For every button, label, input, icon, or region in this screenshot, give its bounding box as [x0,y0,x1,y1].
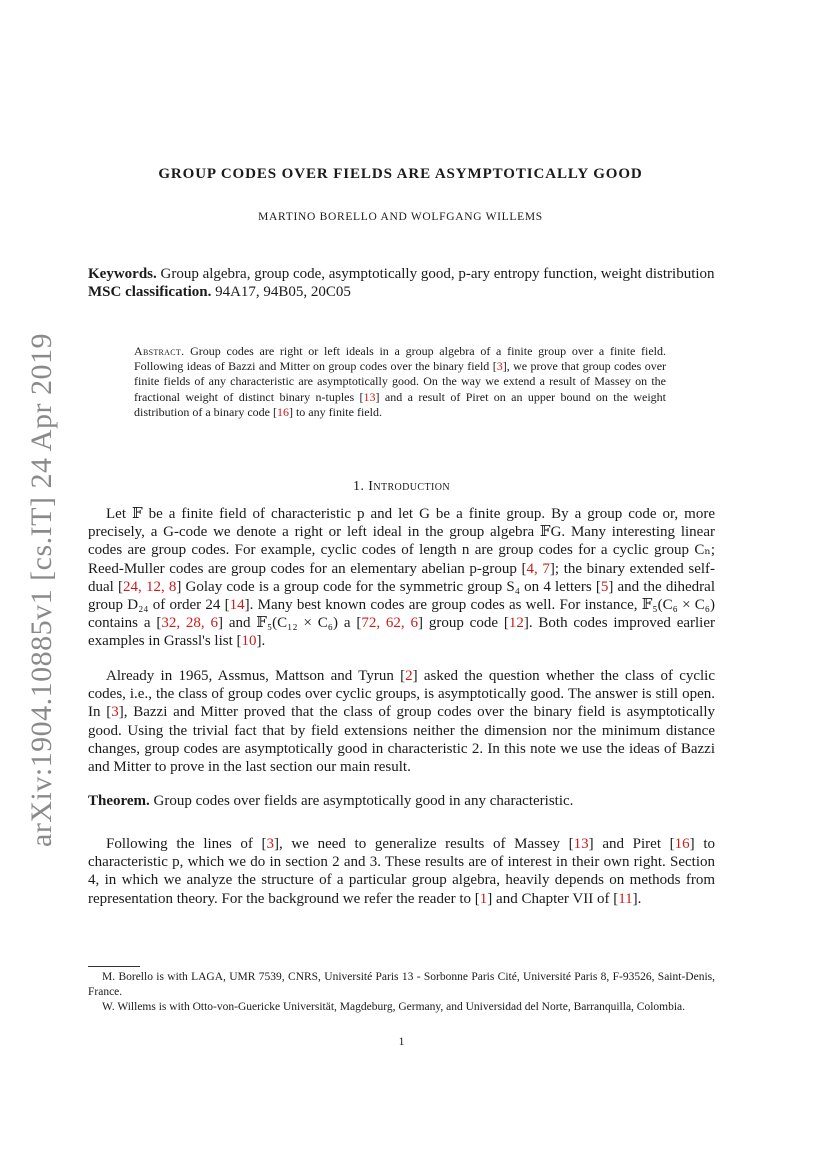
keywords-line [88,265,715,283]
msc-line [88,283,715,301]
citation-link[interactable]: 5 [600,578,609,595]
citation-link[interactable]: 11 [618,890,633,907]
citation-link[interactable]: 3 [111,704,119,721]
section-heading [88,479,715,495]
paragraph-text: Following the lines of [3], we need to generalize results of Massey [13] and Piret [16] to characteristic p, which we do in section 2 and 3. These results are of interest in their own right. Section 4, in which we analyze the structure of a particular group algebra, heavily depends on methods from representation theory. For the background we refer the reader to [1] and Chapter VII of [11]. [88,836,716,907]
abstract-label: Abstract. [134,344,185,358]
intro-paragraph-2 [88,667,715,776]
theorem-statement [88,792,715,810]
abstract [134,344,666,420]
citation-link[interactable]: 10 [241,633,257,650]
citation-link[interactable]: 16 [674,836,690,852]
citation-link[interactable]: 13 [363,389,376,404]
footnote-divider [88,966,140,967]
arxiv-stamp [22,333,62,847]
intro-paragraph-1 [88,505,715,651]
keywords-label: Keywords. [88,266,157,282]
citation-link[interactable]: 13 [573,836,589,852]
section-title: Introduction [368,479,450,494]
footnote-borello: M. Borello is with LAGA, UMR 7539, CNRS, Université Paris 13 - Sorbonne Paris Cité, Université Paris 8, F-93526, Saint-Denis, France. [88,971,715,998]
citation-link[interactable]: 1 [479,890,488,907]
footnote-willems: W. Willems is with Otto-von-Guericke Universität, Magdeburg, Germany, and Universidad del Norte, Barranquilla, Colombia. [102,1001,686,1013]
msc-label: MSC classification. [88,284,212,300]
citation-link[interactable]: 24, 12, 8 [123,578,177,595]
page-number: 1 [398,1036,405,1048]
abstract-text: Group codes are right or left ideals in a group algebra of a finite group over a finite field. Following ideas of Bazzi and Mitter on group codes over the binary field [3], we prove that group codes over finite fields of any characteristic are asymptotically good. On the way we extend a result of Massey on the fractional weight of distinct binary n-tuples [13] and a result of Piret on an upper bound on the weight distribution of a binary code [16] to any finite field. [134,344,667,419]
citation-link[interactable]: 16 [276,404,289,419]
citation-link[interactable]: 2 [405,668,413,684]
citation-link[interactable]: 12 [508,615,524,632]
paragraph-text: Already in 1965, Assmus, Mattson and Tyrun [2] asked the question whether the class of cyclic codes, i.e., the class of group codes over cyclic groups, is asymptotically good. The answer is still open. In [3], Bazzi and Mitter proved that the class of group codes over the binary field is asymptotically good. Using the trivial fact that by field extensions neither the dimension nor the minimum distance changes, group codes are asymptotically good in characteristic 2. In this note we use the ideas of Bazzi and Mitter to prove in the last section our main result. [88,668,716,776]
arxiv-identifier: arXiv:1904.10885v1 [cs.IT] 24 Apr 2019 [25,333,58,847]
intro-paragraph-3 [88,835,715,908]
paper-title: GROUP CODES OVER FIELDS ARE ASYMPTOTICALLY GOOD [158,166,643,182]
paper-metadata [88,265,715,301]
citation-link[interactable]: 14 [229,597,245,614]
citation-link[interactable]: 32, 28, 6 [161,615,218,632]
paragraph-text: Let 𝔽 be a finite field of characteristic p and let G be a finite group. By a group code or, more precisely, a G-code we denote a right or left ideal in the group algebra 𝔽G. Many interesting linear codes are group codes. For example, cyclic codes of length n are group codes for a cyclic group Cₙ; Reed-Muller codes are group codes for an elementary abelian p-group [4, 7]; the binary extended self-dual [24, 12, 8] Golay code is a group code for the symmetric group S₄ on 4 letters [5] and the dihedral group D₂₄ of order 24 [14]. Many best known codes are group codes as well. For instance, 𝔽₅(C₆ × C₆) contains a [32, 28, 6] and 𝔽₅(C₁₂ × C₆) a [72, 62, 6] group code [12]. Both codes improved earlier examples in Grassl's list [10]. [88,506,716,650]
theorem-text: Group codes over fields are asymptotically good in any characteristic. [153,793,574,809]
footnotes [88,970,715,1015]
msc-text: 94A17, 94B05, 20C05 [215,284,351,300]
paper-authors: MARTINO BORELLO AND WOLFGANG WILLEMS [258,211,543,223]
section-number: 1. [353,479,365,494]
keywords-text: Group algebra, group code, asymptotically good, p-ary entropy function, weight distribution [160,266,715,282]
citation-link[interactable]: 3 [266,836,274,852]
citation-link[interactable]: 72, 62, 6 [361,615,418,632]
citation-link[interactable]: 3 [496,359,503,374]
citation-link[interactable]: 4, 7 [526,560,550,577]
theorem-label: Theorem. [88,793,150,809]
